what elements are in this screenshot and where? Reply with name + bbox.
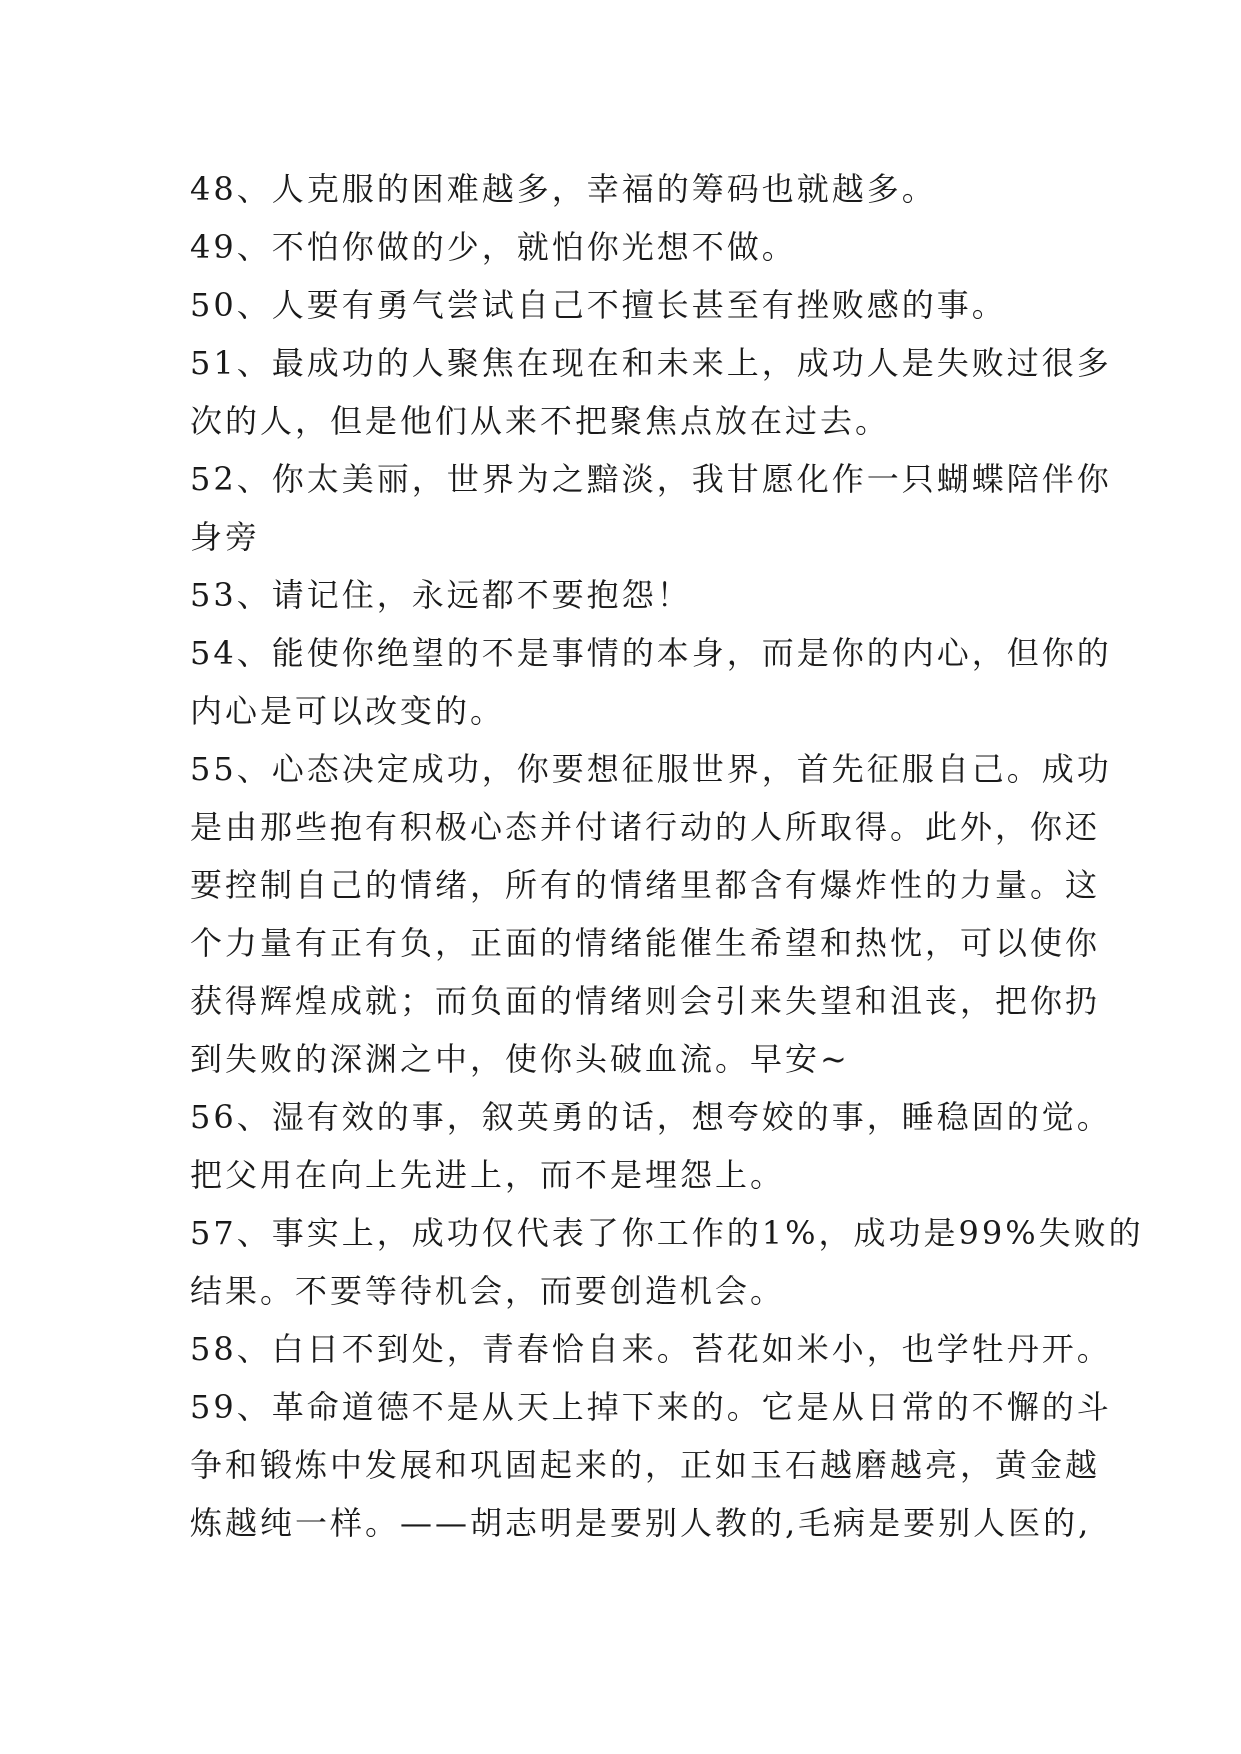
quote-49 bbox=[190, 218, 1070, 276]
quote-line: 争和锻炼中发展和巩固起来的，正如玉石越磨越亮，黄金越 bbox=[190, 1446, 1101, 1484]
quote-57 bbox=[190, 1204, 1144, 1320]
quote-line: 50、人要有勇气尝试自己不擅长甚至有挫败感的事。 bbox=[190, 286, 1007, 324]
quote-59 bbox=[190, 1378, 1112, 1552]
quote-52 bbox=[190, 450, 1112, 566]
document-body bbox=[190, 160, 1144, 1552]
quote-line: 52、你太美丽，世界为之黯淡，我甘愿化作一只蝴蝶陪伴你 bbox=[190, 460, 1112, 498]
quote-line: 是由那些抱有积极心态并付诸行动的人所取得。此外，你还 bbox=[190, 808, 1101, 846]
quote-line: 59、革命道德不是从天上掉下来的。它是从日常的不懈的斗 bbox=[190, 1388, 1112, 1426]
quote-line: 55、心态决定成功，你要想征服世界，首先征服自己。成功 bbox=[190, 750, 1112, 788]
quote-50 bbox=[190, 276, 1070, 334]
quote-line: 结果。不要等待机会，而要创造机会。 bbox=[190, 1272, 786, 1310]
quote-51 bbox=[190, 334, 1112, 450]
quote-line: 49、不怕你做的少，就怕你光想不做。 bbox=[190, 228, 797, 266]
quote-line: 把父用在向上先进上，而不是埋怨上。 bbox=[190, 1156, 786, 1194]
quote-line: 身旁 bbox=[190, 518, 261, 556]
quote-54 bbox=[190, 624, 1112, 740]
quote-line: 次的人，但是他们从来不把聚焦点放在过去。 bbox=[190, 402, 891, 440]
quote-line: 要控制自己的情绪，所有的情绪里都含有爆炸性的力量。这 bbox=[190, 866, 1101, 904]
quote-58 bbox=[190, 1320, 1112, 1378]
quote-53 bbox=[190, 566, 1070, 624]
quote-56 bbox=[190, 1088, 1112, 1204]
quote-line: 54、能使你绝望的不是事情的本身，而是你的内心，但你的 bbox=[190, 634, 1112, 672]
quote-48 bbox=[190, 160, 1070, 218]
quote-line: 58、白日不到处，青春恰自来。苔花如米小，也学牡丹开。 bbox=[190, 1330, 1112, 1368]
quote-line: 53、请记住，永远都不要抱怨！ bbox=[190, 576, 692, 614]
quote-line: 57、事实上，成功仅代表了你工作的1%，成功是99%失败的 bbox=[190, 1214, 1144, 1252]
quote-line: 到失败的深渊之中，使你头破血流。早安~ bbox=[190, 1040, 850, 1078]
quote-line: 56、湿有效的事，叙英勇的话，想夸姣的事，睡稳固的觉。 bbox=[190, 1098, 1112, 1136]
quote-line: 48、人克服的困难越多，幸福的筹码也就越多。 bbox=[190, 170, 937, 208]
quote-line: 内心是可以改变的。 bbox=[190, 692, 506, 730]
quote-55 bbox=[190, 740, 1112, 1088]
quote-line: 炼越纯一样。——胡志明是要别人教的,毛病是要别人医的, bbox=[190, 1504, 1092, 1542]
quote-line: 获得辉煌成就；而负面的情绪则会引来失望和沮丧，把你扔 bbox=[190, 982, 1101, 1020]
quote-line: 个力量有正有负，正面的情绪能催生希望和热忱，可以使你 bbox=[190, 924, 1101, 962]
quote-line: 51、最成功的人聚焦在现在和未来上，成功人是失败过很多 bbox=[190, 344, 1112, 382]
